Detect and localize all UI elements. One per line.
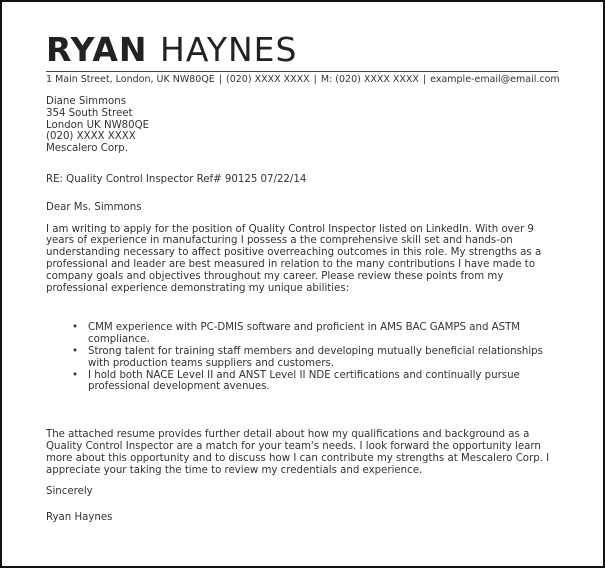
list-item xyxy=(72,369,558,394)
contact-email: example-email@email.com xyxy=(430,74,560,85)
signoff: Sincerely xyxy=(46,486,93,498)
recipient-city: London UK NW80QE xyxy=(46,119,150,131)
recipient-name: Diane Simmons xyxy=(46,96,127,107)
intro-paragraph: I am writing to apply for the position of Quality Control Inspector listed on LinkedIn. With over 9 years of experience in manufacturing I possess a the comprehensive skill set and hands-on understanding necessary to affect positive overreaching outcomes in this role. My strengths as a professional and leader are best measured in relation to the many contributions I have made to company goals and objectives throughout my career. Please review these points from my professional experience demonstrating my unique abilities: xyxy=(46,223,542,294)
last-name: HAYNES xyxy=(160,30,298,69)
list-item-text: Strong talent for training staff members and developing mutually beneficial relationships with production teams suppliers and customers. xyxy=(88,345,543,369)
recipient-street: 354 South Street xyxy=(46,107,133,119)
recipient-company: Mescalero Corp. xyxy=(46,143,128,155)
first-name: RYAN xyxy=(46,30,148,69)
contact-mobile: M: (020) XXXX XXXX xyxy=(320,74,419,85)
contact-separator: | xyxy=(218,74,223,85)
closing-paragraph: The attached resume provides further detail about how my qualifications and background as a Quality Control Inspector are a match for your team's needs. I look forward the opportunity learn more about this opportunity and to discuss how I can contribute my strengths at Mescalero Corp. I appreciate your taking the time to review my credentials and experience. xyxy=(46,429,550,476)
recipient-phone: (020) XXXX XXXX xyxy=(46,131,136,143)
list-item xyxy=(72,322,558,346)
bullet-icon: • xyxy=(72,369,79,381)
bullet-icon: • xyxy=(72,345,79,357)
contact-line xyxy=(46,72,558,86)
contact-address: 1 Main Street, London, UK NW80QE xyxy=(46,74,215,85)
list-item-text: I hold both NACE Level II and ANST Level II NDE certifications and continually pursue professional development avenues. xyxy=(88,369,520,393)
recipient-address xyxy=(46,96,558,155)
applicant-name xyxy=(46,30,558,70)
cover-letter xyxy=(46,30,558,524)
greeting: Dear Ms. Simmons xyxy=(46,201,142,213)
achievements-list xyxy=(46,322,558,393)
contact-separator: | xyxy=(422,74,427,85)
signature-name: Ryan Haynes xyxy=(46,512,113,524)
contact-phone: (020) XXXX XXXX xyxy=(226,74,310,85)
contact-separator: | xyxy=(313,74,317,85)
list-item-text: CMM experience with PC-DMIS software and proficient in AMS BAC GAMPS and ASTM compliance. xyxy=(88,322,521,346)
subject-line: RE: Quality Control Inspector Ref# 90125 07/22/14 xyxy=(46,173,307,185)
bullet-icon: • xyxy=(72,322,79,334)
list-item xyxy=(72,345,558,370)
